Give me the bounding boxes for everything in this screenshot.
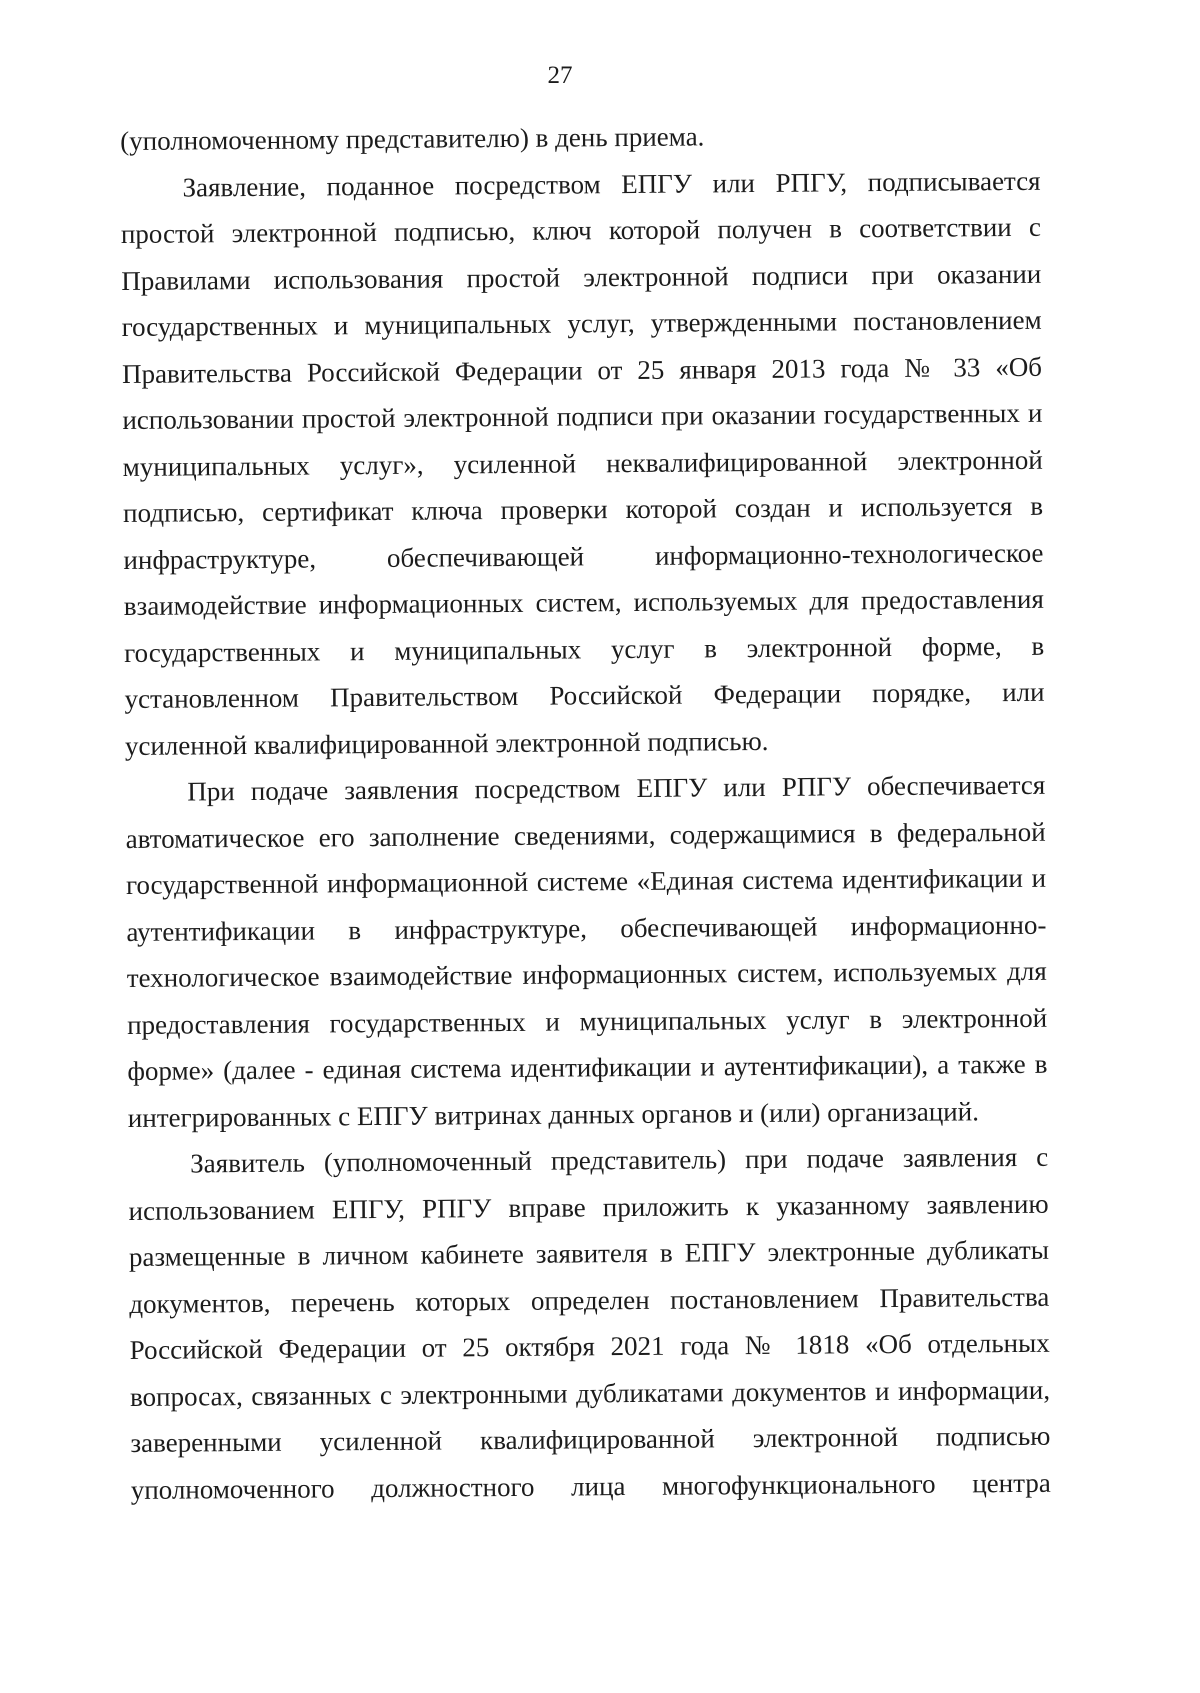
page-number: 27: [547, 62, 573, 89]
document-body: [120, 111, 1051, 1513]
paragraph-autofill: При подаче заявления посредством ЕПГУ или РПГУ обеспечивается автоматическое его заполнение сведениями, содержащимися в федеральной государственной информационной системе «Единая система идентификации и аутентификации в инфраструктуре, обеспечивающей информационно-технологическое взаимодействие информационных систем, используемых для предоставления государственных и муниципальных услуг в электронной форме» (далее - единая система идентификации и аутентификации), а также в интегрированных с ЕПГУ витринах данных органов и (или) организаций.: [125, 769, 1048, 1133]
paragraph-duplicates: Заявитель (уполномоченный представитель) при подаче заявления с использованием ЕПГУ, РПГУ вправе приложить к указанному заявлению размещенные в личном кабинете заявителя в ЕПГУ электронные дубликаты документов, перечень которых определен постановлением Правительства Российской Федерации от 25 октября 2021 года № 1818 «Об отдельных вопросах, связанных с электронными дубликатами документов и информации, заверенными усиленной квалифицированной электронной подписью уполномоченного должностного лица многофункционального центра: [128, 1141, 1051, 1505]
paragraph-signature: Заявление, поданное посредством ЕПГУ или РПГУ, подписывается простой электронной подписью, ключ которой получен в соответствии с Правилами использования простой электронной подписи при оказании государственных и муниципальных услуг, утвержденными постановлением Правительства Российской Федерации от 25 января 2013 года № 33 «Об использовании простой электронной подписи при оказании государственных и муниципальных услуг», усиленной неквалифицированной электронной подписью, сертификат ключа проверки которой создан и используется в инфраструктуре, обеспечивающей информационно-технологическое взаимодействие информационных систем, используемых для предоставления государственных и муниципальных услуг в электронной форме, в установленном Правительством Российской Федерации порядке, или усиленной квалифицированной электронной подписью.: [120, 165, 1045, 761]
paragraph-continuation: (уполномоченному представителю) в день приема.: [120, 121, 705, 156]
